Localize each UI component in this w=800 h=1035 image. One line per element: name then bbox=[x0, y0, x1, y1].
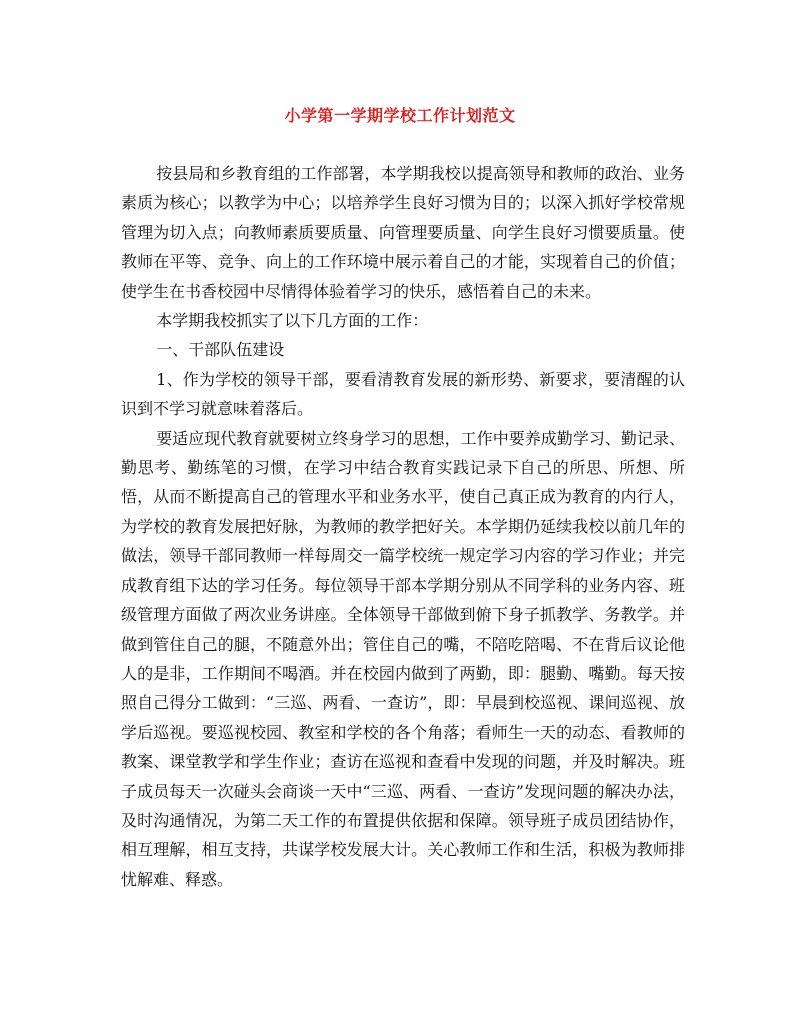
document-title: 小学第一学期学校工作计划范文 bbox=[284, 106, 516, 125]
section-heading-1: 一、干部队伍建设 bbox=[156, 340, 285, 360]
paragraph-1: 按县局和乡教育组的工作部署，本学期我校以提高领导和教师的政治、业务素质为核心；以教学为中心；以培养学生良好习惯为目的；以深入抓好学校常规管理为切入点；向教师素质要质量、向管理要质量、向学生良好习惯要质量。使教师在平等、竞争、向上的工作环境中展示着自己的才能，实现着自己的价值；使学生在书香校园中尽情得体验着学习的快乐，感悟着自己的未来。 bbox=[121, 164, 685, 301]
document-body bbox=[121, 159, 685, 894]
paragraph-4: 要适应现代教育就要树立终身学习的思想，工作中要养成勤学习、勤记录、勤思考、勤练笔的习惯，在学习中结合教育实践记录下自己的所思、所想、所悟，从而不断提高自己的管理水平和业务水平，使自己真正成为教育的内行人，为学校的教育发展把好脉，为教师的教学把好关。本学期仍延续我校以前几年的做法，领导干部同教师一样每周交一篇学校统一规定学习内容的学习作业；并完成教育组下达的学习任务。每位领导干部本学期分别从不同学科的业务内容、班级管理方面做了两次业务讲座。全体领导干部做到俯下身子抓教学、务教学。并做到管住自己的腿，不随意外出；管住自己的嘴，不陪吃陪喝、不在背后议论他人的是非，工作期间不喝酒。并在校园内做到了两勤，即：腿勤、嘴勤。每天按照自己得分工做到：“三巡、两看、一查访”，即：早晨到校巡视、课间巡视、放学后巡视。要巡视校园、教室和学校的各个角落；看师生一天的动态、看教师的教案、课堂教学和学生作业；查访在巡视和查看中发现的问题，并及时解决。班子成员每天一次碰头会商谈一天中“三巡、两看、一查访”发现问题的解决办法，及时沟通情况，为第二天工作的布置提供依据和保障。领导班子成员团结协作，相互理解，相互支持，共谋学校发展大计。关心教师工作和生活，积极为教师排忧解难、释惑。 bbox=[121, 428, 685, 889]
paragraph-3: 1、作为学校的领导干部，要看清教育发展的新形势、新要求，要清醒的认识到不学习就意味着落后。 bbox=[121, 369, 685, 419]
paragraph-2: 本学期我校抓实了以下几方面的工作： bbox=[156, 311, 429, 331]
